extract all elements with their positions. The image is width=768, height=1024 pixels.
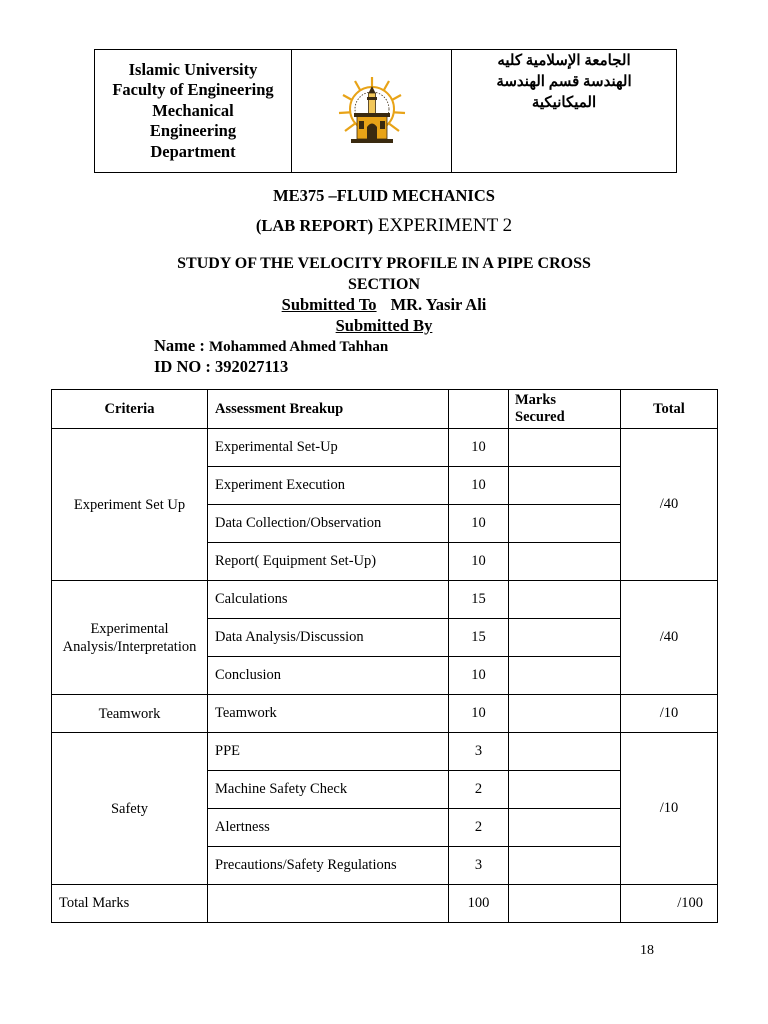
total-cell: /10 (621, 695, 718, 733)
marks-cell: 3 (449, 847, 509, 885)
table-row (52, 695, 718, 733)
marks-secured-cell[interactable] (509, 771, 621, 809)
marks-secured-cell[interactable] (509, 505, 621, 543)
total-marks-label: Total Marks (52, 885, 208, 923)
marks-cell: 10 (449, 429, 509, 467)
criteria-line: Analysis/Interpretation (62, 638, 197, 655)
submitted-to-value: MR. Yasir Ali (390, 295, 487, 314)
submitted-by-label: Submitted By (335, 316, 433, 335)
grand-total-cell: /100 (621, 885, 718, 923)
breakup-cell: Experimental Set-Up (208, 429, 449, 467)
study-title (0, 253, 768, 295)
header-total: Total (621, 390, 718, 429)
marks-cell: 10 (449, 543, 509, 581)
study-title-line: SECTION (347, 276, 421, 293)
breakup-cell: Precautions/Safety Regulations (208, 847, 449, 885)
marks-secured-cell[interactable] (509, 581, 621, 619)
total-cell: /10 (621, 733, 718, 885)
marks-secured-cell[interactable] (509, 885, 621, 923)
total-cell: /40 (621, 429, 718, 581)
header-line: Islamic University (128, 59, 258, 79)
submitted-to (0, 295, 768, 315)
breakup-cell: Teamwork (208, 695, 449, 733)
header-criteria: Criteria (52, 390, 208, 429)
header-line: Department (150, 141, 236, 161)
breakup-cell (208, 885, 449, 923)
total-cell: /40 (621, 581, 718, 695)
header-assessment-breakup: Assessment Breakup (208, 390, 449, 429)
header-marks-secured (509, 390, 621, 429)
total-marks-row (52, 885, 718, 923)
criteria-line: Experimental (90, 620, 169, 637)
marks-cell: 3 (449, 733, 509, 771)
marks-secured-cell[interactable] (509, 429, 621, 467)
header-logo-cell (292, 50, 452, 172)
experiment-number: EXPERIMENT 2 (373, 215, 513, 236)
header-arabic-line: الجامعة الإسلامية كليه (497, 53, 631, 69)
marks-cell: 10 (449, 505, 509, 543)
submitted-to-label: Submitted To (281, 295, 377, 314)
table-header-row (52, 390, 718, 429)
breakup-cell: Alertness (208, 809, 449, 847)
student-name (154, 336, 388, 356)
header-marks (449, 390, 509, 429)
university-name-arabic (452, 50, 676, 172)
marks-cell: 10 (449, 467, 509, 505)
marks-secured-cell[interactable] (509, 543, 621, 581)
university-seal-logo (337, 73, 407, 149)
total-marks-value: 100 (449, 885, 509, 923)
header-line: Marks (515, 392, 557, 408)
marks-cell: 2 (449, 771, 509, 809)
marks-cell: 10 (449, 657, 509, 695)
study-title-line: STUDY OF THE VELOCITY PROFILE IN A PIPE CROSS (177, 255, 591, 272)
marks-secured-cell[interactable] (509, 619, 621, 657)
university-name-english (103, 60, 283, 163)
breakup-cell: PPE (208, 733, 449, 771)
marks-secured-cell[interactable] (509, 695, 621, 733)
criteria-cell: Experiment Set Up (52, 429, 208, 581)
criteria-cell: Teamwork (52, 695, 208, 733)
student-id: ID NO : 392027113 (154, 357, 289, 376)
breakup-cell: Conclusion (208, 657, 449, 695)
name-value: Mohammed Ahmed Tahhan (208, 339, 389, 355)
marks-secured-cell[interactable] (509, 733, 621, 771)
breakup-cell: Machine Safety Check (208, 771, 449, 809)
table-row (52, 733, 718, 771)
course-title: ME375 –FLUID MECHANICS (273, 186, 495, 205)
header-line: Engineering (149, 121, 237, 141)
marks-secured-cell[interactable] (509, 847, 621, 885)
lab-report-label: (LAB REPORT) (255, 216, 374, 235)
lab-report-title (0, 215, 768, 237)
page-number: 18 (640, 943, 654, 958)
marks-secured-cell[interactable] (509, 657, 621, 695)
breakup-cell: Data Collection/Observation (208, 505, 449, 543)
breakup-cell: Experiment Execution (208, 467, 449, 505)
breakup-cell: Report( Equipment Set-Up) (208, 543, 449, 581)
marks-cell: 15 (449, 581, 509, 619)
marks-cell: 15 (449, 619, 509, 657)
table-row (52, 581, 718, 619)
name-label: Name : (154, 336, 209, 355)
header-line: Secured (515, 409, 565, 425)
header-arabic-line: الميكانيكية (531, 95, 597, 111)
header-line: Faculty of Engineering (112, 80, 274, 100)
marks-cell: 10 (449, 695, 509, 733)
university-header (94, 49, 677, 173)
assessment-table (51, 389, 718, 923)
header-line: Mechanical (152, 100, 234, 120)
criteria-cell (52, 581, 208, 695)
marks-secured-cell[interactable] (509, 809, 621, 847)
header-arabic-line: الهندسة قسم الهندسة (496, 74, 632, 90)
marks-secured-cell[interactable] (509, 467, 621, 505)
marks-cell: 2 (449, 809, 509, 847)
criteria-cell: Safety (52, 733, 208, 885)
breakup-cell: Data Analysis/Discussion (208, 619, 449, 657)
header-english-cell (95, 50, 292, 172)
breakup-cell: Calculations (208, 581, 449, 619)
table-row (52, 429, 718, 467)
